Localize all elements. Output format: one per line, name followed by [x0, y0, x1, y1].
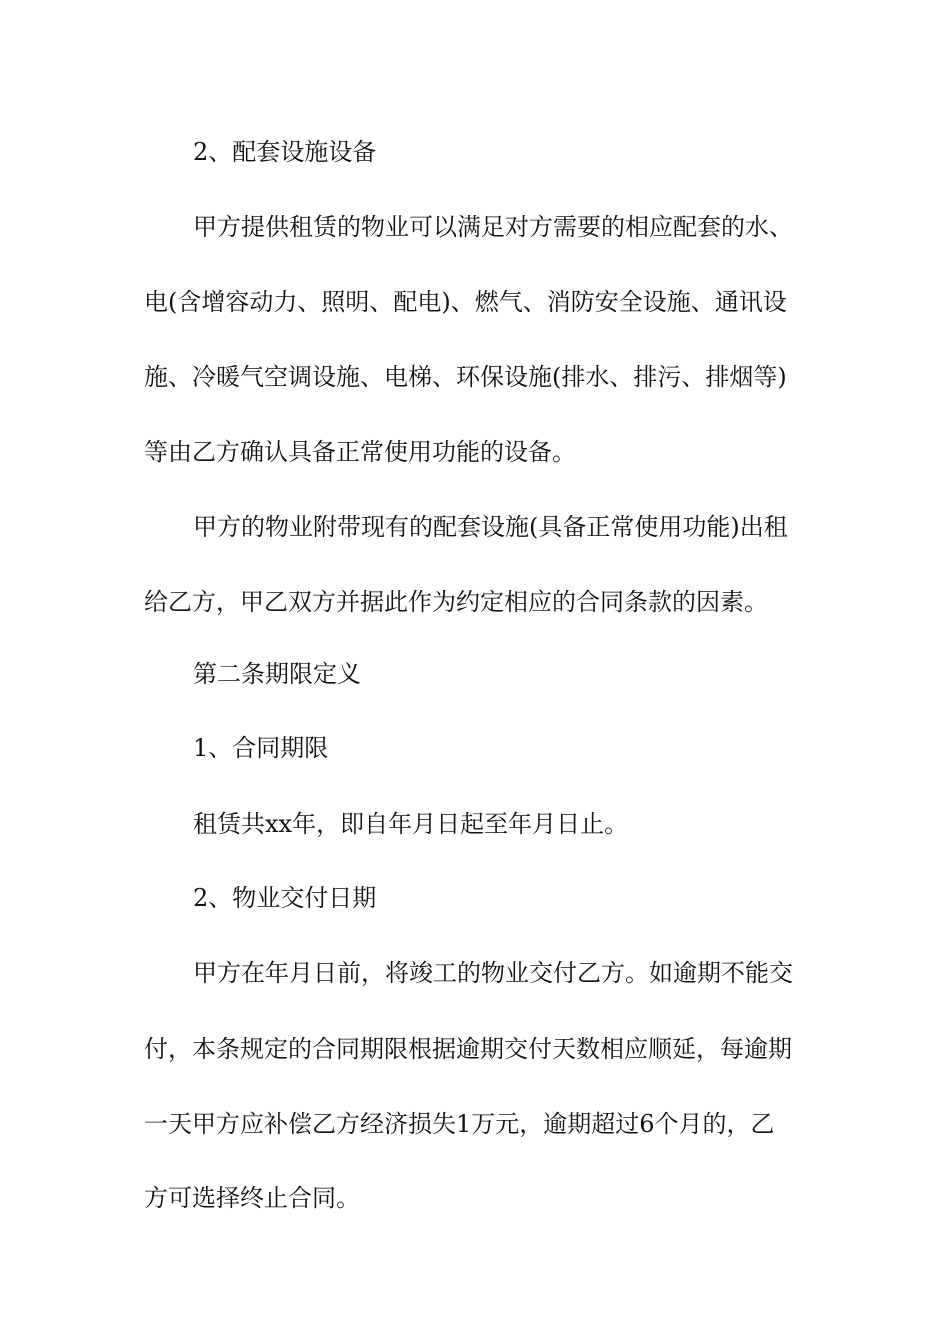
paragraph-line: 租赁共xx年，即自年月日起至年月日止。 — [193, 810, 629, 838]
heading-delivery-date: 2、物业交付日期 — [193, 884, 377, 912]
paragraph-line: 给乙方，甲乙双方并据此作为约定相应的合同条款的因素。 — [144, 588, 768, 616]
paragraph-line: 甲方提供租赁的物业可以满足对方需要的相应配套的水、 — [193, 213, 793, 241]
paragraph-line: 甲方的物业附带现有的配套设施(具备正常使用功能)出租 — [193, 513, 788, 541]
paragraph-line: 电(含增容动力、照明、配电)、燃气、消防安全设施、通讯设 — [144, 288, 787, 316]
paragraph-line: 方可选择终止合同。 — [144, 1184, 360, 1212]
heading-supporting-facilities: 2、配套设施设备 — [193, 138, 377, 166]
paragraph-line: 付，本条规定的合同期限根据逾期交付天数相应顺延，每逾期 — [144, 1035, 792, 1063]
heading-contract-term: 1、合同期限 — [193, 734, 329, 762]
paragraph-line: 等由乙方确认具备正常使用功能的设备。 — [144, 438, 576, 466]
paragraph-line: 施、冷暖气空调设施、电梯、环保设施(排水、排污、排烟等) — [144, 363, 787, 391]
paragraph-line: 一天甲方应补偿乙方经济损失1万元，逾期超过6个月的，乙 — [144, 1110, 775, 1138]
heading-article-two: 第二条期限定义 — [193, 660, 361, 688]
paragraph-line: 甲方在年月日前，将竣工的物业交付乙方。如逾期不能交 — [193, 959, 793, 987]
